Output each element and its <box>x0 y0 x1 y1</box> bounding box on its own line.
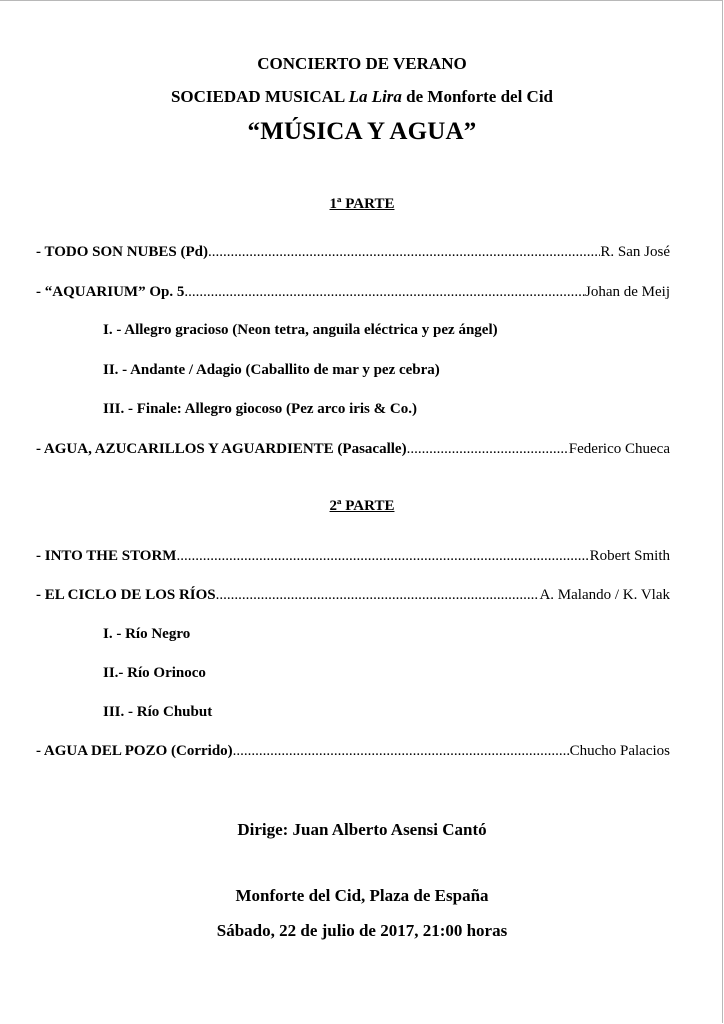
movement: II.- Río Orinoco <box>103 665 206 681</box>
program-item <box>36 244 670 261</box>
composer: Robert Smith <box>589 548 670 564</box>
leader-dots <box>216 587 540 604</box>
program-item <box>36 284 670 301</box>
piece-title: - AGUA DEL POZO (Corrido) <box>36 743 233 759</box>
part1-heading: 1ª PARTE <box>329 196 395 212</box>
concert-type: CONCIERTO DE VERANO <box>257 54 467 73</box>
conductor: Dirige: Juan Alberto Asensi Cantó <box>237 820 487 839</box>
society-suffix: de Monforte del Cid <box>401 87 554 106</box>
leader-dots <box>184 284 585 301</box>
movement: I. - Allegro gracioso (Neon tetra, anguila eléctrica y pez ángel) <box>103 322 498 338</box>
leader-dots <box>407 441 569 458</box>
movement: III. - Río Chubut <box>103 704 213 720</box>
society-italic: La Lira <box>348 87 402 106</box>
leader-dots <box>233 743 570 760</box>
composer: Chucho Palacios <box>569 743 670 759</box>
concert-date: Sábado, 22 de julio de 2017, 21:00 horas <box>216 921 508 940</box>
composer: A. Malando / K. Vlak <box>539 587 670 603</box>
society-prefix: SOCIEDAD MUSICAL <box>170 87 349 106</box>
program-item <box>36 548 670 565</box>
piece-title: - INTO THE STORM <box>36 548 177 564</box>
society-name <box>0 87 724 107</box>
program-item <box>36 441 670 458</box>
movement: I. - Río Negro <box>103 626 191 642</box>
piece-title: - AGUA, AZUCARILLOS Y AGUARDIENTE (Pasacalle) <box>36 441 407 457</box>
composer: R. San José <box>600 244 670 260</box>
piece-title: - TODO SON NUBES (Pd) <box>36 244 208 260</box>
leader-dots <box>208 244 600 261</box>
program-item <box>36 743 670 760</box>
composer: Johan de Meij <box>585 284 670 300</box>
movement: III. - Finale: Allegro giocoso (Pez arco iris & Co.) <box>103 401 417 417</box>
composer: Federico Chueca <box>568 441 670 457</box>
concert-title: “MÚSICA Y AGUA” <box>247 118 477 145</box>
piece-title: - “AQUARIUM” Op. 5 <box>36 284 185 300</box>
venue: Monforte del Cid, Plaza de España <box>235 886 489 905</box>
leader-dots <box>176 548 589 565</box>
part2-heading: 2ª PARTE <box>329 498 395 514</box>
movement: II. - Andante / Adagio (Caballito de mar y pez cebra) <box>103 362 440 378</box>
piece-title: - EL CICLO DE LOS RÍOS <box>36 587 216 603</box>
program-item <box>36 587 670 604</box>
